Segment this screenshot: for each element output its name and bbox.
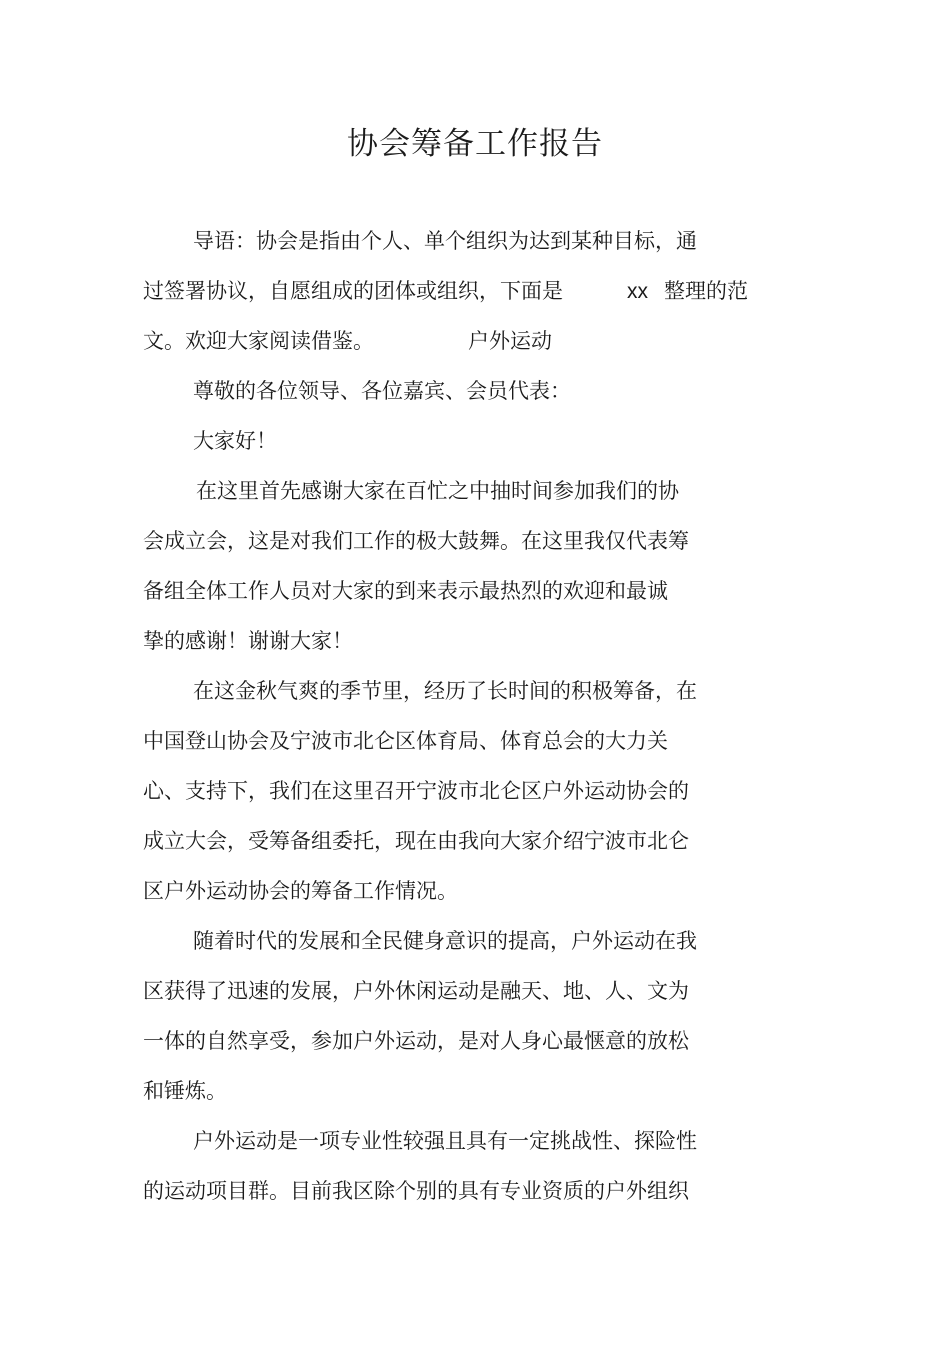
paragraph-2-line-1: 在这金秋气爽的季节里，经历了长时间的积极筹备，在 xyxy=(193,679,697,703)
paragraph-2-line-3: 心、支持下，我们在这里召开宁波市北仑区户外运动协会的 xyxy=(143,779,689,803)
intro-line-2-text-a: 过签署协议，自愿组成的团体或组织，下面是 xyxy=(143,279,563,303)
paragraph-2-line-4: 成立大会，受筹备组委托，现在由我向大家介绍宁波市北仑 xyxy=(143,829,689,853)
document-title: 协会筹备工作报告 xyxy=(347,126,603,162)
paragraph-2-line-5: 区户外运动协会的筹备工作情况。 xyxy=(143,879,458,903)
intro-line-3-text-a: 文。欢迎大家阅读借鉴。 xyxy=(143,329,374,353)
paragraph-3-line-1: 随着时代的发展和全民健身意识的提高，户外运动在我 xyxy=(193,929,697,953)
salutation: 尊敬的各位领导、各位嘉宾、会员代表： xyxy=(193,379,571,403)
paragraph-4-line-2: 的运动项目群。目前我区除个别的具有专业资质的户外组织 xyxy=(143,1179,689,1203)
intro-line-3 xyxy=(143,326,552,356)
paragraph-4-line-1: 户外运动是一项专业性较强且具有一定挑战性、探险性 xyxy=(193,1129,697,1153)
paragraph-3-line-4: 和锤炼。 xyxy=(143,1079,227,1103)
paragraph-1-line-4: 挚的感谢！谢谢大家！ xyxy=(143,629,353,653)
intro-line-3-category: 户外运动 xyxy=(468,329,552,353)
paragraph-3-line-3: 一体的自然享受，参加户外运动，是对人身心最惬意的放松 xyxy=(143,1029,689,1053)
greeting: 大家好！ xyxy=(193,429,277,453)
intro-line-2-text-c: 整理的范 xyxy=(664,279,748,303)
intro-line-1: 导语：协会是指由个人、单个组织为达到某种目标，通 xyxy=(193,229,697,253)
paragraph-1-line-3: 备组全体工作人员对大家的到来表示最热烈的欢迎和最诚 xyxy=(143,579,668,603)
paragraph-3-line-2: 区获得了迅速的发展，户外休闲运动是融天、地、人、文为 xyxy=(143,979,689,1003)
paragraph-1-line-2: 会成立会，这是对我们工作的极大鼓舞。在这里我仅代表筹 xyxy=(143,529,689,553)
paragraph-1-line-1: 在这里首先感谢大家在百忙之中抽时间参加我们的协 xyxy=(196,479,679,503)
intro-line-2-author: xx xyxy=(627,280,648,303)
paragraph-2-line-2: 中国登山协会及宁波市北仑区体育局、体育总会的大力关 xyxy=(143,729,668,753)
intro-line-2 xyxy=(143,276,748,307)
